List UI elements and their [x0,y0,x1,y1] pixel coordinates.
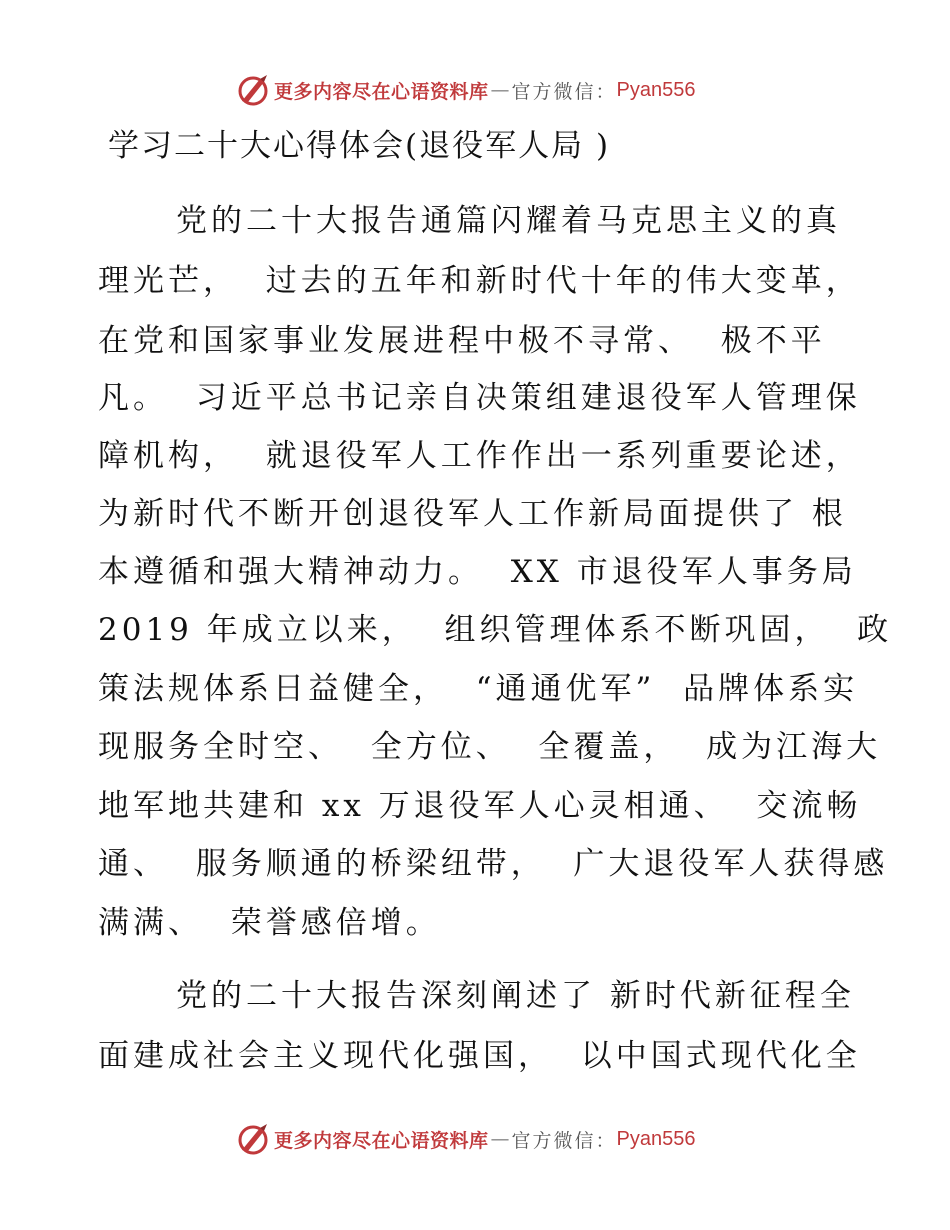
banner-main-text: 更多内容尽在心语资料库 [274,80,489,103]
text-line: 在党和国家事业发展进程中极不寻常、 极不平 [98,323,826,359]
document-title: 学习二十大心得体会(退役军人局 ) [108,128,611,164]
text-line: 理光芒， 过去的五年和新时代十年的伟大变革， [98,263,861,299]
banner-wechat-id: Pyan556 [616,1127,696,1150]
header-banner [236,70,696,110]
text-line: 凡。 习近平总书记亲自决策组建退役军人管理保 [98,380,861,416]
text-line: 为新时代不断开创退役军人工作新局面提供了 根 [98,496,847,532]
banner-wechat-id: Pyan556 [616,78,696,101]
banner-main-text: 更多内容尽在心语资料库 [274,1129,489,1152]
text-line: 地军地共建和 xx 万退役军人心灵相通、 交流畅 [98,788,862,824]
text-line: 面建成社会主义现代化强国， 以中国式现代化全 [98,1038,861,1074]
text-line: 通、 服务顺通的桥梁纽带， 广大退役军人获得感 [98,846,889,882]
quill-logo-icon [236,1122,270,1156]
text-line: 策法规体系日益健全， “通通优军” 品牌体系实 [98,671,859,707]
text-line: 本遵循和强大精神动力。 XX 市退役军人事务局 [98,554,857,590]
text-line: 党的二十大报告深刻阐述了 新时代新征程全 [176,978,855,1014]
text-line: 党的二十大报告通篇闪耀着马克思主义的真 [176,203,841,239]
text-line: 2019 年成立以来， 组织管理体系不断巩固， 政 [98,612,893,648]
banner-wechat-label: 官方微信： [511,1129,617,1152]
banner-dash: — [490,79,510,101]
banner-wechat-label: 官方微信： [511,80,617,103]
banner-dash: — [490,1128,510,1150]
text-line: 满满、 荣誉感倍增。 [98,905,441,941]
text-line: 现服务全时空、 全方位、 全覆盖， 成为江海大 [98,729,882,765]
quill-logo-icon [236,73,270,107]
text-line: 障机构， 就退役军人工作作出一系列重要论述， [98,438,861,474]
footer-banner [236,1119,696,1159]
